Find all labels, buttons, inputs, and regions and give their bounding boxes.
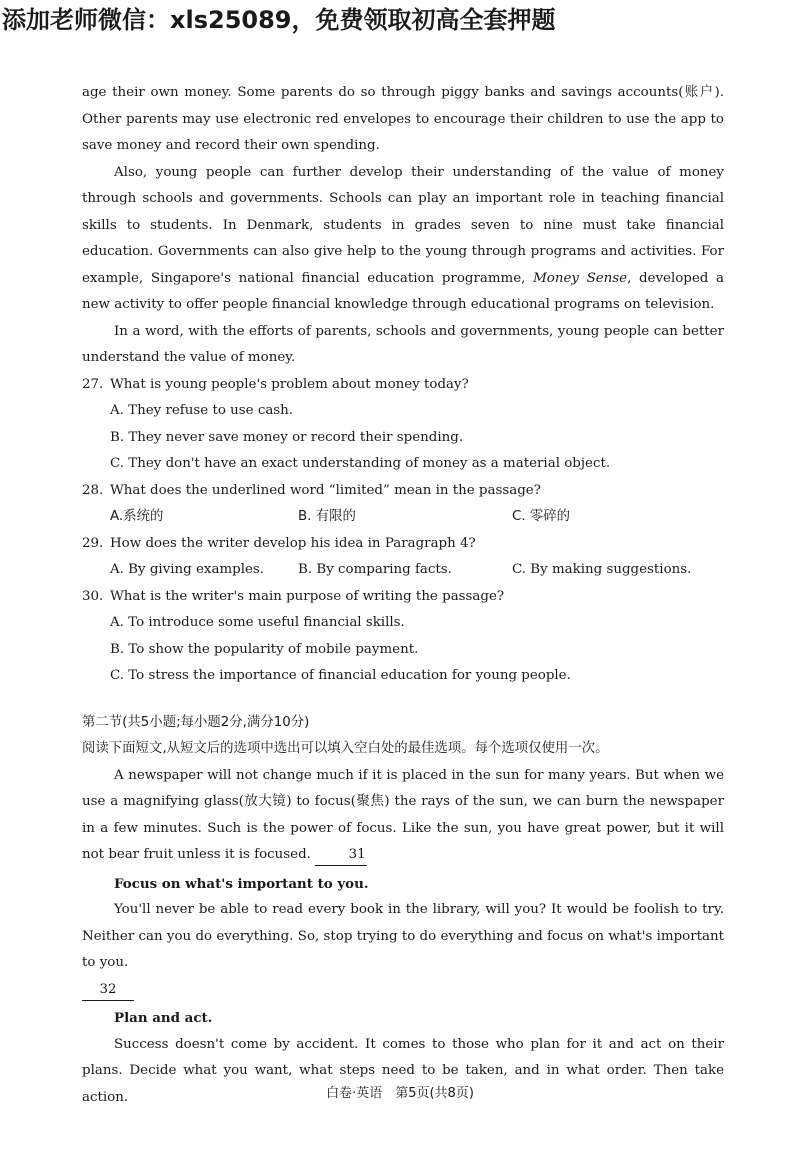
question-number: 27. [82,376,104,392]
option-27-c[interactable]: C. They don't have an exact understanding of money as a material object. [110,456,611,471]
options-29 [82,557,724,584]
passage-paragraph-continued: age their own money. Some parents do so through piggy banks and savings accounts(账户). Other parents may use electronic red envelopes to encourage their children to use the app to save money and record their own spending. [82,85,724,153]
cloze-paragraph-1 [82,763,724,869]
question-number: 29. [82,535,104,551]
option-30-a[interactable]: A. To introduce some useful financial skills. [110,615,405,630]
blank-32[interactable]: 32 [82,980,134,1001]
question-stem: What does the underlined word “limited” mean in the passage? [110,482,541,498]
option-27-a[interactable]: A. They refuse to use cash. [110,403,294,418]
question-27 [82,372,724,399]
option-27-b[interactable]: B. They never save money or record their spending. [110,429,464,445]
question-29 [82,531,724,558]
question-stem: What is the writer's main purpose of writing the passage? [110,588,505,604]
p4-text-b: , developed a new activity to offer people financial knowledge through educational programs on television. [82,270,724,312]
section-2-heading: 第二节(共5小题;每小题2分,满分10分) [82,714,310,730]
promo-banner: 添加老师微信：xls25089，免费领取初高全套押题 [2,6,556,34]
question-28 [82,478,724,505]
blank-32-line [82,977,724,1004]
cloze-text: A newspaper will not change much if it is placed in the sun for many years. But when we use a magnifying glass(放大镜) to focus(聚焦) the rays of the sun, we can burn the newspaper in a few minutes. Such is the power of focus. Like the sun, you have great power, but it will not bear fruit unless it is focused. [82,767,724,862]
question-stem: How does the writer develop his idea in Paragraph 4? [110,535,476,551]
exam-page [82,80,724,1111]
option-30-c[interactable]: C. To stress the importance of financial education for young people. [110,668,571,683]
question-30 [82,584,724,611]
options-28 [82,504,724,531]
option-29-c[interactable]: C. By making suggestions. [512,562,692,577]
p4-italic-title: Money Sense [533,270,628,286]
cloze-paragraph-3: Success doesn't come by accident. It comes to those who plan for it and act on their plans. Decide what you want, what steps need to be taken, and in what order. Then take action. [82,1036,724,1105]
option-28-a[interactable]: A.系统的 [110,509,164,524]
cloze-paragraph-2: You'll never be able to read every book in the library, will you? It would be foolish to try. Neither can you do everything. So, stop trying to do everything and focus on what's important to you. [82,902,724,970]
option-29-b[interactable]: B. By comparing facts. [298,562,452,577]
page-footer: 白卷·英语 第5页(共8页) [326,1086,474,1101]
question-number: 30. [82,588,104,604]
question-stem: What is young people's problem about money today? [110,376,469,392]
section-2-instructions: 阅读下面短文,从短文后的选项中选出可以填入空白处的最佳选项。每个选项仅使用一次。 [82,741,609,756]
question-number: 28. [82,482,104,498]
option-29-a[interactable]: A. By giving examples. [110,562,265,577]
passage-paragraph-4 [82,160,724,319]
option-28-b[interactable]: B. 有限的 [298,509,356,524]
blank-31[interactable]: 31 [315,845,367,866]
p4-text-a: Also, young people can further develop their understanding of the value of money through schools and governments. Schools can play an important role in teaching financial skills to students. In Denmark, students in grades seven to nine must take financial education. Governments can also give help to the young through programs and activities. For example, Singapore's national financial education programme, [82,164,724,286]
option-30-b[interactable]: B. To show the popularity of mobile payment. [110,641,419,657]
cloze-heading-plan: Plan and act. [114,1010,213,1026]
passage-paragraph-5: In a word, with the efforts of parents, schools and governments, young people can better understand the value of money. [82,323,724,365]
cloze-heading-focus: Focus on what's important to you. [114,875,369,892]
option-28-c[interactable]: C. 零碎的 [512,509,571,524]
